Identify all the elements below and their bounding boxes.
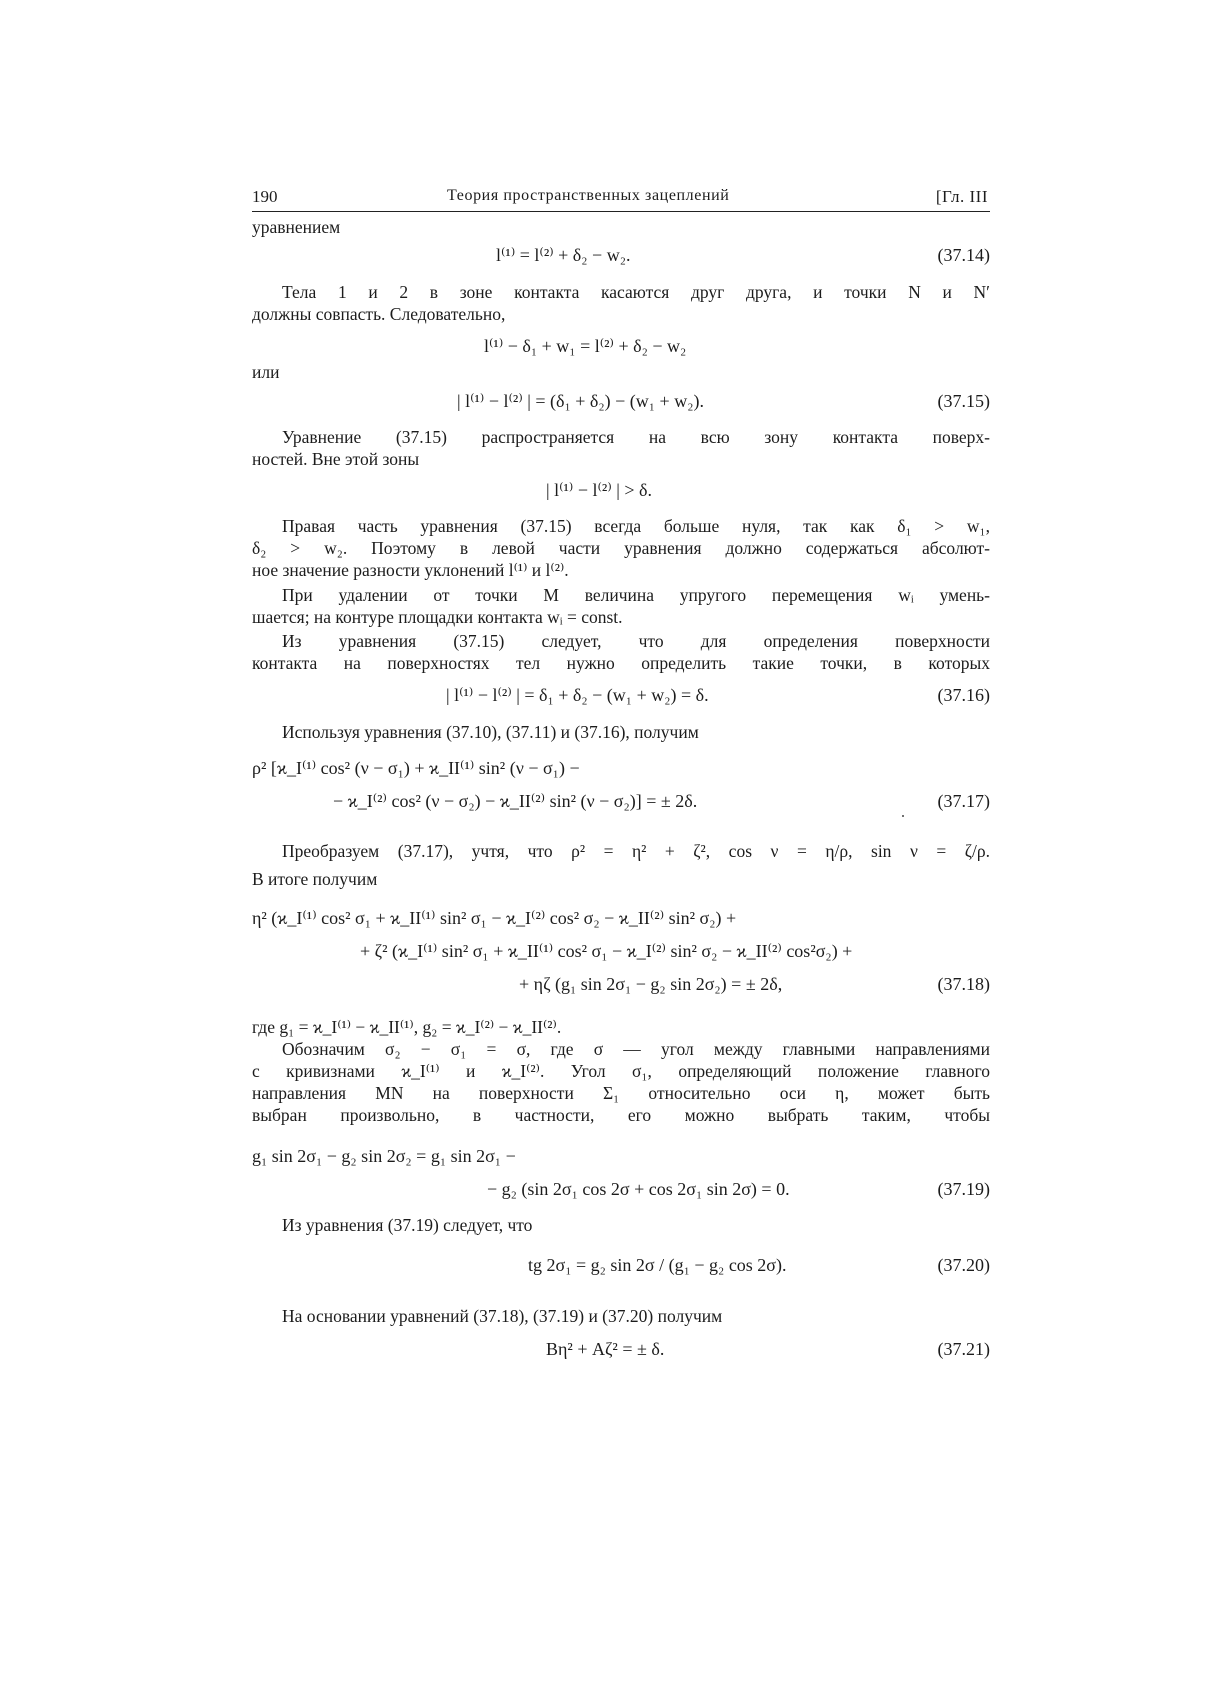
text-line: уравнением	[252, 217, 341, 237]
text-line: выбран произвольно, в частности, его можно выбрать таким, чтобы	[252, 1105, 990, 1125]
text-line: Используя уравнения (37.10), (37.11) и (37.16), получим	[282, 722, 699, 742]
equation: l⁽¹⁾ − δ₁ + w₁ = l⁽²⁾ + δ₂ − w₂	[484, 336, 687, 356]
text-line: Обозначим σ₂ − σ₁ = σ, где σ — угол между главными направлениями	[282, 1039, 990, 1059]
equation-number: (37.15)	[937, 391, 990, 411]
equation-37-17-part1: ρ² [ϰ_I⁽¹⁾ cos² (ν − σ₁) + ϰ_II⁽¹⁾ sin² (ν − σ₁) −	[252, 758, 580, 778]
equation-number: (37.16)	[937, 685, 990, 705]
equation-37-18-part2: + ζ² (ϰ_I⁽¹⁾ sin² σ₁ + ϰ_II⁽¹⁾ cos² σ₁ − ϰ_I⁽²⁾ sin² σ₂ − ϰ_II⁽²⁾ cos²σ₂) +	[360, 941, 853, 961]
equation-37-18-part3: + ηζ (g₁ sin 2σ₁ − g₂ sin 2σ₂) = ± 2δ,	[519, 974, 783, 994]
equation-number: (37.17)	[937, 791, 990, 811]
text-line: направления MN на поверхности Σ₁ относительно оси η, может быть	[252, 1083, 990, 1103]
equation-37-21: Bη² + Aζ² = ± δ.	[546, 1339, 665, 1359]
text-line: При удалении от точки M величина упругого перемещения wᵢ умень-	[282, 585, 990, 605]
text-line: δ₂ > w₂. Поэтому в левой части уравнения должно содержаться абсолют-	[252, 538, 990, 558]
text-line: ное значение разности уклонений l⁽¹⁾ и l⁽²⁾.	[252, 560, 569, 580]
equation-37-18-part1: η² (ϰ_I⁽¹⁾ cos² σ₁ + ϰ_II⁽¹⁾ sin² σ₁ − ϰ_I⁽²⁾ cos² σ₂ − ϰ_II⁽²⁾ sin² σ₂) +	[252, 908, 737, 928]
equation-37-15: | l⁽¹⁾ − l⁽²⁾ | = (δ₁ + δ₂) − (w₁ + w₂).	[457, 391, 704, 411]
text-line: с кривизнами ϰ_I⁽¹⁾ и ϰ_I⁽²⁾. Угол σ₁, определяющий положение главного	[252, 1061, 990, 1081]
equation-number: (37.21)	[937, 1339, 990, 1359]
equation: | l⁽¹⁾ − l⁽²⁾ | > δ.	[546, 480, 652, 500]
text-line: Уравнение (37.15) распространяется на всю зону контакта поверх-	[282, 427, 990, 447]
text-line: где g₁ = ϰ_I⁽¹⁾ − ϰ_II⁽¹⁾, g₂ = ϰ_I⁽²⁾ − ϰ_II⁽²⁾.	[252, 1017, 562, 1037]
text-line: должны совпасть. Следовательно,	[252, 304, 506, 324]
equation-37-17-part2: − ϰ_I⁽²⁾ cos² (ν − σ₂) − ϰ_II⁽²⁾ sin² (ν − σ₂)] = ± 2δ.	[333, 791, 698, 811]
print-speck	[902, 815, 904, 817]
equation-37-19-part2: − g₂ (sin 2σ₁ cos 2σ + cos 2σ₁ sin 2σ) = 0.	[487, 1179, 790, 1199]
equation-number: (37.18)	[937, 974, 990, 994]
equation-number: (37.14)	[937, 245, 990, 265]
text-line: Из уравнения (37.15) следует, что для определения поверхности	[282, 631, 990, 651]
text-line: шается; на контуре площадки контакта wᵢ = const.	[252, 607, 623, 627]
equation-number: (37.20)	[937, 1255, 990, 1275]
text-line: В итоге получим	[252, 869, 378, 889]
text-line: Из уравнения (37.19) следует, что	[282, 1215, 533, 1235]
text-line: ностей. Вне этой зоны	[252, 449, 420, 469]
text-line: Правая часть уравнения (37.15) всегда больше нуля, так как δ₁ > w₁,	[282, 516, 990, 536]
page-number: 190	[252, 187, 278, 206]
equation-37-20: tg 2σ₁ = g₂ sin 2σ / (g₁ − g₂ cos 2σ).	[528, 1255, 787, 1275]
chapter-label: [Гл. III	[935, 187, 988, 206]
text-line: Преобразуем (37.17), учтя, что ρ² = η² + ζ², cos ν = η/ρ, sin ν = ζ/ρ.	[282, 841, 990, 861]
text-line: или	[252, 362, 280, 382]
equation-37-19-part1: g₁ sin 2σ₁ − g₂ sin 2σ₂ = g₁ sin 2σ₁ −	[252, 1146, 516, 1166]
running-title: Теория пространственных зацеплений	[447, 187, 730, 204]
running-header	[252, 187, 990, 212]
text-line: контакта на поверхностях тел нужно определить такие точки, в которых	[252, 653, 990, 673]
equation-number: (37.19)	[937, 1179, 990, 1199]
text-line: На основании уравнений (37.18), (37.19) и (37.20) получим	[282, 1306, 723, 1326]
equation-37-14: l⁽¹⁾ = l⁽²⁾ + δ₂ − w₂.	[496, 245, 631, 265]
text-line: Тела 1 и 2 в зоне контакта касаются друг друга, и точки N и N′	[282, 282, 990, 302]
equation-37-16: | l⁽¹⁾ − l⁽²⁾ | = δ₁ + δ₂ − (w₁ + w₂) = δ.	[446, 685, 709, 705]
